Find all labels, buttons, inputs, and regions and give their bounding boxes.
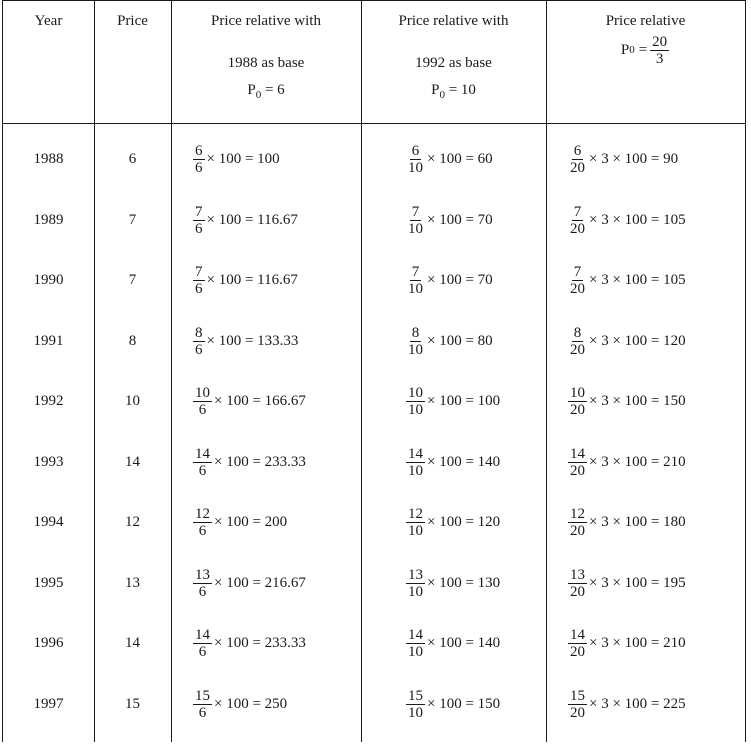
expression-result: × 100 = 133.33 bbox=[206, 332, 299, 349]
fraction-denominator: 10 bbox=[408, 462, 423, 479]
price-cell: 10 bbox=[125, 392, 140, 409]
expression-result: × 100 = 80 bbox=[427, 332, 493, 349]
header-base-1992-line2: 1992 as base bbox=[415, 55, 492, 71]
expression-result: × 100 = 116.67 bbox=[206, 271, 298, 288]
price-relative-expression bbox=[193, 204, 298, 237]
fraction bbox=[406, 143, 425, 176]
fraction bbox=[406, 385, 425, 418]
expression-result: × 3 × 100 = 210 bbox=[589, 453, 686, 470]
price-relative-cell bbox=[361, 558, 546, 608]
header-base-avg bbox=[546, 11, 745, 67]
year-cell: 1995 bbox=[33, 574, 64, 591]
price-relative-expression bbox=[568, 567, 686, 600]
fraction-numerator: 14 bbox=[570, 445, 585, 462]
price-relative-cell bbox=[361, 437, 546, 487]
price-relative-cell bbox=[546, 316, 745, 366]
price-relative-cell bbox=[171, 497, 361, 547]
expression-result: × 100 = 116.67 bbox=[206, 211, 298, 228]
fraction bbox=[193, 325, 205, 358]
fraction-numerator: 15 bbox=[570, 687, 585, 704]
price-cell: 14 bbox=[125, 453, 140, 470]
price-relative-cell bbox=[171, 618, 361, 668]
price-relative-expression bbox=[406, 325, 493, 358]
expression-result: × 3 × 100 = 120 bbox=[589, 332, 686, 349]
p0-value: = 6 bbox=[264, 82, 285, 98]
p0-denominator: 3 bbox=[655, 51, 664, 67]
p0-subscript: 0 bbox=[255, 89, 262, 101]
expression-result: × 100 = 100 bbox=[427, 392, 501, 409]
p0-value: = 10 bbox=[448, 82, 476, 98]
price-relative-cell bbox=[171, 437, 361, 487]
fraction-numerator: 10 bbox=[570, 384, 585, 401]
fraction-numerator: 6 bbox=[411, 142, 420, 159]
fraction bbox=[568, 627, 587, 660]
header-year bbox=[3, 11, 94, 32]
price-relative-cell bbox=[171, 195, 361, 245]
fraction bbox=[568, 325, 587, 358]
expression-result: × 100 = 150 bbox=[427, 695, 501, 712]
expression-result: × 100 = 166.67 bbox=[214, 392, 306, 409]
fraction bbox=[406, 325, 425, 358]
fraction-denominator: 20 bbox=[570, 462, 585, 479]
header-base-1992-p0 bbox=[361, 80, 546, 106]
fraction-denominator: 6 bbox=[198, 401, 207, 418]
fraction-denominator: 10 bbox=[408, 280, 423, 297]
price-relative-cell bbox=[546, 437, 745, 487]
header-divider bbox=[3, 123, 745, 124]
fraction-denominator: 10 bbox=[408, 220, 423, 237]
year-cell: 1989 bbox=[33, 211, 64, 228]
fraction bbox=[406, 627, 425, 660]
price-relative-expression bbox=[406, 143, 493, 176]
expression-result: × 100 = 233.33 bbox=[214, 634, 306, 651]
fraction-denominator: 20 bbox=[570, 522, 585, 539]
header-base-1992-line1: Price relative with bbox=[398, 13, 509, 29]
fraction bbox=[193, 627, 212, 660]
fraction-denominator: 6 bbox=[198, 583, 207, 600]
price-relative-expression bbox=[568, 264, 686, 297]
fraction bbox=[193, 688, 212, 721]
fraction-denominator: 6 bbox=[195, 220, 203, 237]
fraction-numerator: 12 bbox=[570, 505, 585, 522]
price-relative-expression bbox=[193, 143, 280, 176]
fraction-numerator: 13 bbox=[195, 566, 210, 583]
price-relative-expression bbox=[568, 385, 686, 418]
fraction bbox=[568, 204, 587, 237]
price-relative-cell bbox=[171, 134, 361, 184]
price-relative-expression bbox=[193, 506, 287, 539]
fraction bbox=[193, 143, 205, 176]
expression-result: × 100 = 120 bbox=[427, 513, 501, 530]
price-relative-expression bbox=[406, 567, 500, 600]
price-relative-cell bbox=[171, 316, 361, 366]
fraction-numerator: 14 bbox=[195, 445, 210, 462]
expression-result: × 100 = 60 bbox=[427, 150, 493, 167]
year-cell: 1996 bbox=[33, 634, 64, 651]
p0-label: P bbox=[620, 42, 630, 58]
fraction bbox=[568, 143, 587, 176]
header-base-avg-p0 bbox=[546, 34, 745, 67]
fraction bbox=[193, 506, 212, 539]
expression-result: × 3 × 100 = 195 bbox=[589, 574, 686, 591]
fraction-denominator: 6 bbox=[198, 643, 207, 660]
price-relative-expression bbox=[406, 506, 500, 539]
fraction bbox=[406, 567, 425, 600]
expression-result: × 100 = 70 bbox=[427, 211, 493, 228]
price-relative-cell bbox=[171, 679, 361, 729]
fraction-denominator: 20 bbox=[570, 643, 585, 660]
fraction-denominator: 6 bbox=[198, 462, 207, 479]
price-relative-cell bbox=[361, 618, 546, 668]
header-year-label: Year bbox=[34, 13, 63, 29]
price-relative-cell bbox=[361, 195, 546, 245]
fraction-denominator: 6 bbox=[198, 522, 207, 539]
price-relative-expression bbox=[406, 688, 500, 721]
price-relative-expression bbox=[193, 627, 306, 660]
fraction-numerator: 10 bbox=[408, 384, 423, 401]
fraction-numerator: 15 bbox=[195, 687, 210, 704]
p0-numerator: 20 bbox=[652, 34, 668, 50]
fraction-denominator: 10 bbox=[408, 583, 423, 600]
expression-result: × 3 × 100 = 90 bbox=[589, 150, 679, 167]
fraction-numerator: 8 bbox=[195, 324, 203, 341]
price-relative-expression bbox=[193, 325, 298, 358]
fraction-numerator: 13 bbox=[570, 566, 585, 583]
fraction bbox=[406, 264, 425, 297]
p0-equals: = bbox=[638, 42, 648, 58]
price-relative-expression bbox=[193, 385, 306, 418]
fraction-denominator: 20 bbox=[570, 704, 585, 721]
fraction-numerator: 7 bbox=[573, 263, 582, 280]
fraction-numerator: 12 bbox=[408, 505, 423, 522]
fraction-denominator: 20 bbox=[570, 220, 585, 237]
p0-subscript: 0 bbox=[439, 89, 445, 101]
price-relative-cell bbox=[361, 316, 546, 366]
p0-label: P bbox=[247, 82, 256, 98]
price-relative-expression bbox=[406, 446, 500, 479]
fraction-denominator: 20 bbox=[570, 159, 585, 176]
expression-result: × 100 = 233.33 bbox=[214, 453, 306, 470]
fraction bbox=[406, 506, 425, 539]
fraction-numerator: 10 bbox=[195, 384, 210, 401]
fraction-denominator: 10 bbox=[408, 159, 423, 176]
fraction bbox=[406, 446, 425, 479]
price-relative-expression bbox=[568, 143, 678, 176]
expression-result: × 3 × 100 = 225 bbox=[589, 695, 686, 712]
p0-label: P bbox=[431, 82, 440, 98]
fraction-numerator: 7 bbox=[573, 203, 582, 220]
fraction-numerator: 6 bbox=[195, 142, 203, 159]
fraction-numerator: 15 bbox=[408, 687, 423, 704]
fraction-denominator: 20 bbox=[570, 401, 585, 418]
fraction-denominator: 10 bbox=[408, 522, 423, 539]
price-cell: 7 bbox=[128, 211, 137, 228]
fraction-numerator: 14 bbox=[570, 626, 585, 643]
fraction bbox=[406, 688, 425, 721]
expression-result: × 100 = 140 bbox=[427, 453, 501, 470]
fraction-numerator: 12 bbox=[195, 505, 210, 522]
fraction-numerator: 7 bbox=[195, 203, 203, 220]
price-relative-expression bbox=[568, 446, 686, 479]
price-cell: 13 bbox=[125, 574, 140, 591]
fraction-denominator: 10 bbox=[408, 643, 423, 660]
price-relative-cell bbox=[546, 618, 745, 668]
fraction bbox=[193, 446, 212, 479]
fraction-numerator: 7 bbox=[195, 263, 203, 280]
expression-result: × 100 = 250 bbox=[214, 695, 288, 712]
price-relative-cell bbox=[171, 558, 361, 608]
header-base-1988 bbox=[171, 11, 361, 106]
fraction bbox=[568, 688, 587, 721]
price-relative-cell bbox=[546, 195, 745, 245]
fraction-denominator: 10 bbox=[408, 704, 423, 721]
fraction bbox=[568, 446, 587, 479]
year-cell: 1997 bbox=[33, 695, 64, 712]
expression-result: × 100 = 200 bbox=[214, 513, 288, 530]
fraction-denominator: 6 bbox=[195, 341, 203, 358]
expression-result: × 3 × 100 = 150 bbox=[589, 392, 686, 409]
price-relative-cell bbox=[361, 497, 546, 547]
fraction-numerator: 14 bbox=[408, 626, 423, 643]
price-relative-expression bbox=[406, 204, 493, 237]
price-cell: 14 bbox=[125, 634, 140, 651]
price-relative-cell bbox=[546, 255, 745, 305]
fraction bbox=[193, 567, 212, 600]
fraction bbox=[568, 264, 587, 297]
price-relative-expression bbox=[406, 385, 500, 418]
fraction-numerator: 14 bbox=[408, 445, 423, 462]
expression-result: × 3 × 100 = 210 bbox=[589, 634, 686, 651]
price-relative-cell bbox=[546, 497, 745, 547]
price-relative-cell bbox=[546, 558, 745, 608]
price-relative-cell bbox=[171, 255, 361, 305]
header-price-label: Price bbox=[117, 13, 148, 29]
header-base-1988-line1: Price relative with bbox=[211, 13, 321, 29]
price-relative-cell bbox=[171, 376, 361, 426]
price-relative-cell bbox=[546, 679, 745, 729]
year-cell: 1992 bbox=[33, 392, 64, 409]
year-cell: 1991 bbox=[33, 332, 64, 349]
fraction bbox=[193, 264, 205, 297]
year-cell: 1994 bbox=[33, 513, 64, 530]
price-relative-cell bbox=[361, 255, 546, 305]
p0-fraction bbox=[650, 34, 669, 67]
price-relative-cell bbox=[361, 679, 546, 729]
expression-result: × 100 = 70 bbox=[427, 271, 493, 288]
price-relative-expression bbox=[193, 567, 306, 600]
price-relative-expression bbox=[568, 325, 686, 358]
fraction-denominator: 20 bbox=[570, 341, 585, 358]
fraction-numerator: 13 bbox=[408, 566, 423, 583]
price-relative-cell bbox=[361, 134, 546, 184]
fraction bbox=[193, 385, 212, 418]
p0-subscript: 0 bbox=[629, 44, 635, 56]
fraction-denominator: 20 bbox=[570, 280, 585, 297]
price-relative-expression bbox=[406, 264, 493, 297]
price-relative-expression bbox=[568, 688, 686, 721]
expression-result: × 100 = 100 bbox=[206, 150, 280, 167]
price-relative-expression bbox=[568, 627, 686, 660]
expression-result: × 100 = 216.67 bbox=[214, 574, 306, 591]
price-cell: 8 bbox=[128, 332, 137, 349]
fraction-denominator: 10 bbox=[408, 401, 423, 418]
header-base-1988-p0 bbox=[171, 80, 361, 106]
expression-result: × 100 = 130 bbox=[427, 574, 501, 591]
fraction bbox=[568, 506, 587, 539]
price-relative-expression bbox=[568, 506, 686, 539]
year-cell: 1993 bbox=[33, 453, 64, 470]
price-cell: 12 bbox=[125, 513, 140, 530]
header-base-avg-line1: Price relative bbox=[605, 13, 686, 29]
price-relative-expression bbox=[568, 204, 686, 237]
price-relative-cell bbox=[361, 376, 546, 426]
fraction-numerator: 7 bbox=[411, 203, 420, 220]
fraction-numerator: 8 bbox=[411, 324, 420, 341]
fraction-numerator: 14 bbox=[195, 626, 210, 643]
price-relative-expression bbox=[406, 627, 500, 660]
fraction-numerator: 7 bbox=[411, 263, 420, 280]
fraction-numerator: 8 bbox=[573, 324, 582, 341]
fraction-denominator: 6 bbox=[198, 704, 207, 721]
fraction-denominator: 6 bbox=[195, 159, 203, 176]
price-relative-cell bbox=[546, 134, 745, 184]
header-price bbox=[94, 11, 171, 32]
fraction-denominator: 6 bbox=[195, 280, 203, 297]
header-base-1992 bbox=[361, 11, 546, 106]
expression-result: × 100 = 140 bbox=[427, 634, 501, 651]
price-cell: 7 bbox=[128, 271, 137, 288]
price-relative-expression bbox=[193, 264, 298, 297]
price-relative-expression bbox=[193, 446, 306, 479]
year-cell: 1988 bbox=[33, 150, 64, 167]
year-cell: 1990 bbox=[33, 271, 64, 288]
fraction bbox=[568, 385, 587, 418]
fraction bbox=[193, 204, 205, 237]
price-relative-table bbox=[2, 0, 746, 742]
fraction-denominator: 10 bbox=[408, 341, 423, 358]
expression-result: × 3 × 100 = 180 bbox=[589, 513, 686, 530]
expression-result: × 3 × 100 = 105 bbox=[589, 271, 686, 288]
price-relative-cell bbox=[546, 376, 745, 426]
price-cell: 6 bbox=[128, 150, 137, 167]
fraction-numerator: 6 bbox=[573, 142, 582, 159]
fraction-denominator: 20 bbox=[570, 583, 585, 600]
price-cell: 15 bbox=[125, 695, 140, 712]
header-base-1988-line2: 1988 as base bbox=[227, 55, 305, 71]
price-relative-expression bbox=[193, 688, 287, 721]
fraction bbox=[406, 204, 425, 237]
expression-result: × 3 × 100 = 105 bbox=[589, 211, 686, 228]
fraction bbox=[568, 567, 587, 600]
